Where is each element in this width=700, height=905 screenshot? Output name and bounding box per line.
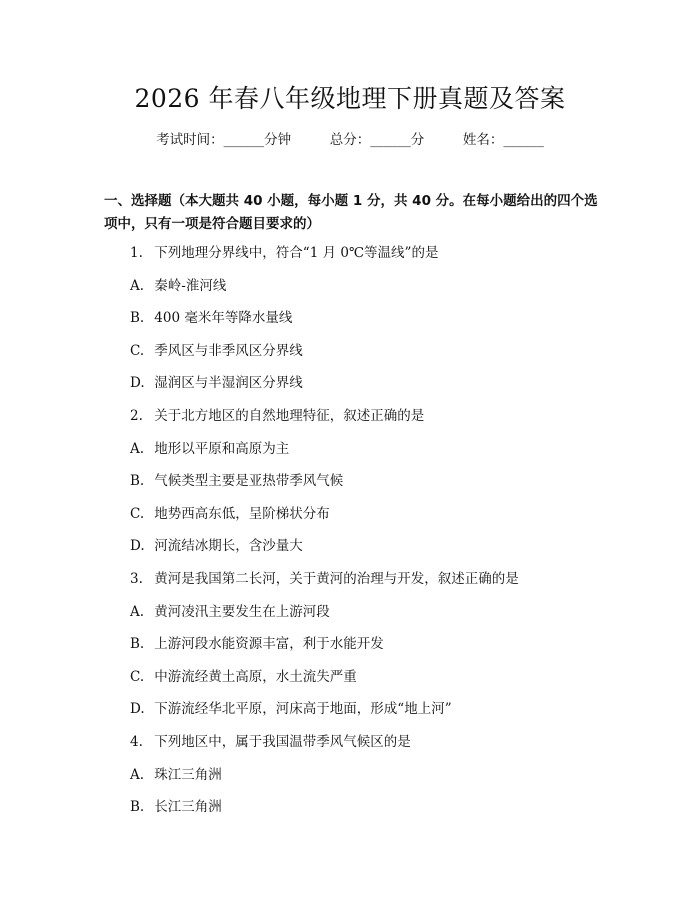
item-marker: B. (130, 310, 145, 327)
answer-option (130, 308, 600, 341)
time-field (156, 130, 291, 150)
answer-option (130, 667, 600, 700)
item-text: 下列地理分界线中，符合“1 月 0℃等温线”的是 (154, 245, 439, 261)
exam-meta (0, 130, 700, 150)
answer-option (130, 602, 600, 635)
answer-option (130, 634, 600, 667)
item-text: 上游河段水能资源丰富，利于水能开发 (154, 636, 384, 653)
page-title: 2026 年春八年级地理下册真题及答案 (134, 84, 566, 113)
section-heading: 一、选择题（本大题共 40 小题，每小题 1 分，共 40 分。在每小题给出的四个选项中，只有一项是符合题目要求的） (104, 193, 598, 232)
item-text: 400 毫米年等降水量线 (154, 310, 293, 327)
item-text: 地形以平原和高原为主 (154, 440, 290, 457)
answer-option (130, 471, 600, 504)
answer-option (130, 276, 600, 309)
item-marker: A. (130, 440, 145, 457)
question-stem (130, 406, 600, 439)
item-text: 下列地区中，属于我国温带季风气候区的是 (154, 733, 411, 750)
item-text: 黄河是我国第二长河，关于黄河的治理与开发，叙述正确的是 (154, 570, 519, 587)
score-unit: 分 (410, 132, 425, 148)
item-marker: D. (130, 701, 145, 718)
item-marker: 1. (130, 245, 143, 261)
question-stem (130, 569, 600, 602)
score-label: 总分： (329, 132, 371, 148)
item-text: 河流结冰期长，含沙量大 (154, 538, 303, 555)
answer-option (130, 504, 600, 537)
item-text: 下游流经华北平原，河床高于地面，形成“地上河” (154, 701, 452, 718)
item-text: 长江三角洲 (154, 799, 222, 816)
question-stem (130, 243, 600, 276)
question-list (130, 243, 600, 830)
item-marker: B. (130, 473, 145, 490)
item-marker: 4. (130, 733, 143, 750)
score-blank: ______ (370, 132, 411, 148)
item-marker: A. (130, 277, 145, 294)
item-marker: B. (130, 799, 145, 816)
name-field (463, 130, 544, 150)
item-marker: C. (130, 342, 145, 359)
item-marker: 3. (130, 570, 143, 587)
item-text: 地势西高东低，呈阶梯状分布 (154, 505, 330, 522)
answer-option (130, 797, 600, 830)
answer-option (130, 536, 600, 569)
answer-option (130, 373, 600, 406)
item-marker: A. (130, 766, 145, 783)
item-text: 湿润区与半湿润区分界线 (154, 375, 303, 392)
item-text: 珠江三角洲 (154, 766, 222, 783)
item-marker: 2. (130, 407, 143, 424)
answer-option (130, 765, 600, 798)
name-blank: ______ (503, 132, 544, 148)
item-marker: D. (130, 375, 145, 392)
item-text: 气候类型主要是亚热带季风气候 (154, 473, 344, 490)
answer-option (130, 439, 600, 472)
item-text: 关于北方地区的自然地理特征，叙述正确的是 (154, 407, 425, 424)
answer-option (130, 341, 600, 374)
question-stem (130, 732, 600, 765)
time-blank: ______ (223, 132, 265, 148)
item-marker: C. (130, 505, 145, 522)
item-marker: A. (130, 603, 145, 620)
item-text: 黄河凌汛主要发生在上游河段 (154, 603, 330, 620)
item-marker: B. (130, 636, 145, 653)
name-label: 姓名： (462, 132, 504, 148)
item-marker: D. (130, 538, 145, 555)
time-unit: 分钟 (264, 132, 292, 148)
item-text: 中游流经黄土高原，水土流失严重 (154, 668, 357, 685)
item-text: 季风区与非季风区分界线 (154, 342, 303, 359)
score-field (330, 130, 425, 150)
time-label: 考试时间： (156, 132, 224, 148)
item-marker: C. (130, 668, 145, 685)
item-text: 秦岭-淮河线 (154, 277, 227, 294)
answer-option (130, 699, 600, 732)
